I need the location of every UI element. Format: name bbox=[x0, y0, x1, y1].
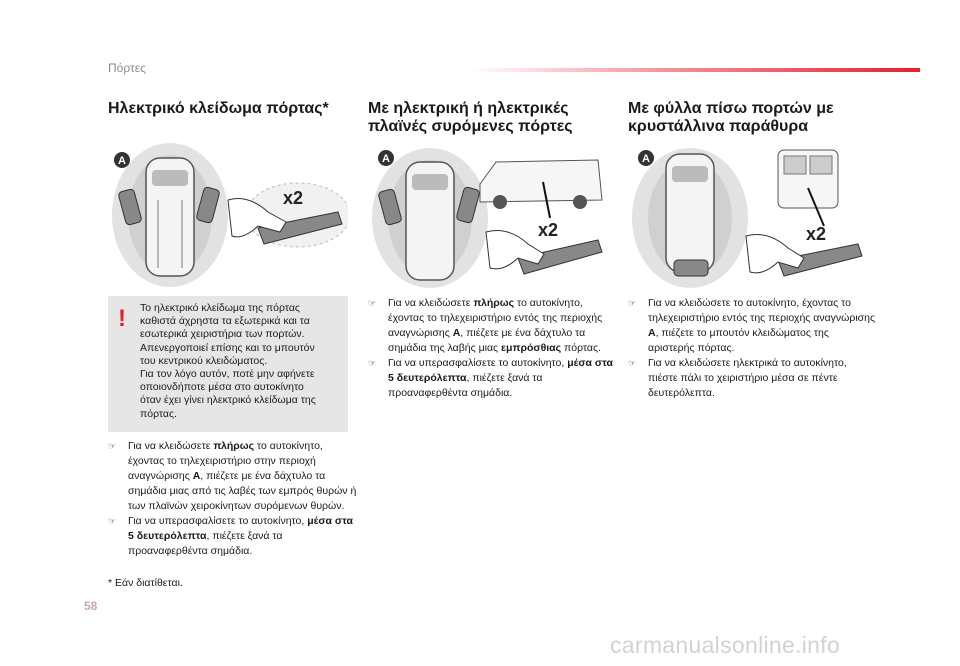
illustration-sliding-doors bbox=[368, 140, 608, 290]
zone-marker-label: A bbox=[642, 153, 650, 165]
bullet-marker-icon: ☞ bbox=[628, 358, 637, 368]
remote-key-icon bbox=[674, 260, 708, 276]
zone-marker-label: A bbox=[118, 155, 126, 167]
bullet-marker-icon: ☞ bbox=[108, 441, 117, 451]
page-number: 58 bbox=[84, 599, 98, 613]
list-item: ☞ Για να κλειδώσετε ηλεκτρικά το αυτοκίνητο, πιέστε πάλι το χειριστήριο μέσα σε πέντε δευτερόλεπτα. bbox=[628, 357, 847, 399]
footnote: * Εάν διατίθεται. bbox=[108, 577, 183, 589]
rear-window-right bbox=[810, 156, 832, 174]
column-title-electric-lock: Ηλεκτρικό κλείδωμα πόρτας* bbox=[108, 100, 329, 117]
header-accent-bar bbox=[470, 68, 920, 72]
warning-icon: ! bbox=[118, 305, 126, 332]
bullet-marker-icon: ☞ bbox=[368, 298, 377, 308]
warning-box bbox=[108, 296, 348, 432]
column-title-sliding-doors: Με ηλεκτρική ή ηλεκτρικές πλαϊνές συρόμενες πόρτες bbox=[368, 100, 573, 135]
press-count-label: x2 bbox=[806, 224, 827, 244]
list-item: ☞ Για να κλειδώσετε το αυτοκίνητο, έχοντας το τηλεχειριστήριο εντός της περιοχής αναγνώρισης A, πιέζετε το μπουτόν κλειδώματος της αριστερής πόρτας. bbox=[628, 297, 876, 354]
illustration-glazed-rear-doors bbox=[628, 140, 868, 290]
bullet-marker-icon: ☞ bbox=[368, 358, 377, 368]
car-windshield bbox=[672, 166, 708, 182]
section-title: Πόρτες bbox=[108, 61, 146, 75]
column-2-instructions bbox=[368, 296, 613, 401]
hand-icon bbox=[486, 231, 544, 269]
column-1-instructions bbox=[108, 439, 358, 559]
press-count-label: x2 bbox=[283, 188, 304, 208]
list-item: ☞ Για να υπερασφαλίσετε το αυτοκίνητο, μέσα στα 5 δευτερόλεπτα, πιέζετε ξανά τα προαναφερθέντα σημάδια. bbox=[368, 357, 613, 399]
watermark: carmanualsonline.info bbox=[610, 632, 841, 658]
car-windshield bbox=[412, 174, 448, 190]
van-wheel-2 bbox=[573, 195, 587, 209]
list-item: ☞ Για να κλειδώσετε πλήρως το αυτοκίνητο, έχοντας το τηλεχειριστήριο εντός της περιοχής αναγνώρισης A, πιέζετε με ένα δάχτυλο τα σημάδια της λαβής μιας εμπρόσθιας πόρτας. bbox=[368, 297, 603, 354]
column-3-instructions bbox=[628, 296, 878, 401]
list-item: ☞ Για να κλειδώσετε πλήρως το αυτοκίνητο, έχοντας το τηλεχειριστήριο στην περιοχή αναγνώρισης A, πιέζετε με ένα δάχτυλο τα σημάδια μιας από τις λαβές των εμπρός θυρών ή των πλαϊνών χειροκίνητων συρόμενων θυρών. bbox=[108, 440, 357, 512]
warning-text: Το ηλεκτρικό κλείδωμα της πόρτας καθιστά άχρηστα τα εξωτερικά και τα εσωτερικά χειριστήρια των πορτών. Απενεργοποιεί επίσης και το μπουτόν του κεντρικού κλειδώματος. Για τον λόγο αυτόν, ποτέ μην αφήνετε οποιονδήποτε μέσα στο αυτοκίνητο όταν έχει γίνει ηλεκτρικό κλείδωμα της πόρτας. bbox=[140, 302, 316, 420]
rear-window-left bbox=[784, 156, 806, 174]
column-title-glazed-rear-doors: Με φύλλα πίσω πορτών με κρυστάλλινα παράθυρα bbox=[628, 100, 834, 135]
van-wheel bbox=[493, 195, 507, 209]
list-item: ☞ Για να υπερασφαλίσετε το αυτοκίνητο, μέσα στα 5 δευτερόλεπτα, πιέζετε ξανά τα προαναφερθέντα σημάδια. bbox=[108, 515, 353, 557]
illustration-electric-lock bbox=[108, 140, 348, 290]
car-windshield bbox=[152, 170, 188, 186]
press-count-label: x2 bbox=[538, 220, 559, 240]
hand-icon bbox=[746, 235, 804, 273]
zone-marker-label: A bbox=[382, 153, 390, 165]
bullet-marker-icon: ☞ bbox=[628, 298, 637, 308]
bullet-marker-icon: ☞ bbox=[108, 516, 117, 526]
